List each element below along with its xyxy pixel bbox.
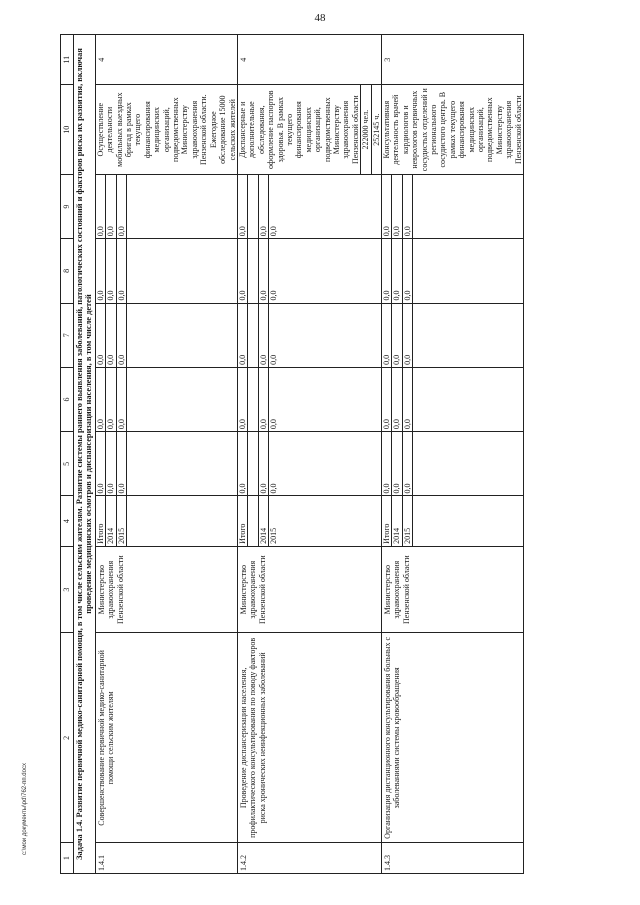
value: 0,0 xyxy=(96,304,106,367)
value-list xyxy=(96,304,137,367)
value-spacer xyxy=(127,175,137,238)
table-row xyxy=(95,35,237,874)
header-col-1: 1 xyxy=(61,843,74,874)
indicator-list xyxy=(96,85,237,173)
indicator-extra: 252145 ч. xyxy=(371,113,381,146)
measure-name: Совершенствование первичной медико-санитарной помощи сельским жителям xyxy=(95,633,237,843)
executor: Министерство здравоохранения Пензенской области xyxy=(382,546,524,633)
value: 0,0 xyxy=(392,239,402,302)
year-label: 2014 xyxy=(106,496,116,545)
value: 0,0 xyxy=(382,432,392,495)
indicator-text: Осуществление деятельности мобильных выездных бригад в рамках текущего финансирования медицинских организаций, подведомственных Министерству здравоохранения Пензенской области. Ежегодное обследование 15000 сельских жителей xyxy=(95,92,237,167)
indicator-cell xyxy=(95,85,237,174)
value: 0,0 xyxy=(116,304,126,367)
value: 0,0 xyxy=(402,304,412,367)
value-cell xyxy=(237,303,381,367)
value: 0,0 xyxy=(116,239,126,302)
years-list xyxy=(382,496,423,545)
years-spacer xyxy=(413,496,423,545)
years-cell xyxy=(237,496,381,546)
value-cell xyxy=(382,367,524,431)
value-spacer xyxy=(248,304,258,367)
value-list xyxy=(382,368,423,431)
value: 0,0 xyxy=(402,368,412,431)
header-row xyxy=(61,35,74,874)
value: 0,0 xyxy=(382,304,392,367)
value: 0,0 xyxy=(238,304,248,367)
value: 0,0 xyxy=(116,368,126,431)
value: 0,0 xyxy=(116,432,126,495)
value-cell xyxy=(237,174,381,238)
value-cell xyxy=(95,239,237,303)
indicator-text: Консультативная деятельность врачей кардиологов и неврологов первичных сосудистых отделений и регионального сосудистого центра. В рамках текущего финансирования медицинских организаций, подведомственных Министерству здравоохранения Пензенской области xyxy=(382,88,523,172)
task-row xyxy=(74,35,96,874)
value-list xyxy=(382,239,423,302)
value: 0,0 xyxy=(106,304,116,367)
value: 0,0 xyxy=(258,368,268,431)
value-cell xyxy=(237,367,381,431)
value: 0,0 xyxy=(238,175,248,238)
value-list xyxy=(96,368,137,431)
value-cell xyxy=(237,432,381,496)
years-list xyxy=(238,496,279,545)
executor: Министерство здравоохранения Пензенской области xyxy=(95,546,237,633)
value: 0,0 xyxy=(258,175,268,238)
value-list xyxy=(96,239,137,302)
value-spacer xyxy=(127,432,137,495)
col11-value: 4 xyxy=(237,35,381,85)
header-col-7: 7 xyxy=(61,303,74,367)
years-spacer xyxy=(248,496,258,545)
years-cell xyxy=(382,496,524,546)
value: 0,0 xyxy=(402,175,412,238)
value: 0,0 xyxy=(392,368,402,431)
value-list xyxy=(238,239,279,302)
value: 0,0 xyxy=(238,368,248,431)
value-spacer xyxy=(127,304,137,367)
value-spacer xyxy=(413,304,423,367)
value: 0,0 xyxy=(258,304,268,367)
years-list xyxy=(96,496,137,545)
value: 0,0 xyxy=(269,483,279,494)
col11-value: 4 xyxy=(95,35,237,85)
header-col-6: 6 xyxy=(61,367,74,431)
page-number: 48 xyxy=(314,12,326,24)
value-cell xyxy=(95,367,237,431)
measure-name: Организация дистанционного консультирования больных с заболеваниями системы кровообращения xyxy=(382,633,524,843)
header-col-9: 9 xyxy=(61,174,74,238)
year-label: Итого xyxy=(382,496,392,545)
value-cell xyxy=(237,239,381,303)
year-label: 2014 xyxy=(258,496,268,545)
value-spacer xyxy=(248,239,258,302)
value-spacer xyxy=(248,175,258,238)
value-cell xyxy=(95,432,237,496)
value-cell xyxy=(382,239,524,303)
value: 0,0 xyxy=(258,432,268,495)
years-spacer xyxy=(127,496,137,545)
value: 0,0 xyxy=(269,290,279,301)
value: 0,0 xyxy=(96,368,106,431)
row-number: 1.4.3 xyxy=(382,843,524,874)
indicator-cell xyxy=(237,85,381,174)
value: 0,0 xyxy=(238,432,248,495)
value-list xyxy=(96,175,137,238)
value: 0,0 xyxy=(116,175,126,238)
task-title: Задача 1.4. Развитие первичной медико-санитарной помощи, в том числе сельским жителям. Развитие системы раннего выявления заболеваний, патологических состояний и факторов риска их развития, включая проведение медицинских осмотров и диспансеризации населения, в том числе детей xyxy=(74,35,96,874)
value: 0,0 xyxy=(269,226,279,237)
rotated-table-wrapper xyxy=(60,34,586,874)
value: 0,0 xyxy=(258,239,268,302)
value: 0,0 xyxy=(382,175,392,238)
executor: Министерство здравоохранения Пензенской области xyxy=(237,546,381,633)
year-label: 2014 xyxy=(392,496,402,545)
header-col-10: 10 xyxy=(61,85,74,174)
value-spacer xyxy=(248,368,258,431)
years-cell xyxy=(95,496,237,546)
value-spacer xyxy=(127,368,137,431)
value-list xyxy=(382,175,423,238)
year-label: 2015 xyxy=(269,527,279,544)
value-spacer xyxy=(413,175,423,238)
header-col-11: 11 xyxy=(61,35,74,85)
value: 0,0 xyxy=(392,175,402,238)
value: 0,0 xyxy=(382,368,392,431)
value: 0,0 xyxy=(392,304,402,367)
value-list xyxy=(238,175,279,238)
value: 0,0 xyxy=(96,432,106,495)
header-col-4: 4 xyxy=(61,496,74,546)
header-col-2: 2 xyxy=(61,633,74,843)
header-col-5: 5 xyxy=(61,432,74,496)
year-label: 2015 xyxy=(116,496,126,545)
value-spacer xyxy=(413,239,423,302)
value: 0,0 xyxy=(106,432,116,495)
year-label: Итого xyxy=(238,496,248,545)
value: 0,0 xyxy=(238,239,248,302)
indicator-list xyxy=(382,85,523,173)
table-row xyxy=(237,35,381,874)
measure-name: Проведение диспансеризации населения, профилактического консультирования по поводу факторов риска хронических неинфекционных заболеваний xyxy=(237,633,381,843)
value: 0,0 xyxy=(106,175,116,238)
footer-file-path: c:\мои документы\pd\762-пп.docx xyxy=(22,763,28,855)
value-cell xyxy=(95,174,237,238)
value: 0,0 xyxy=(402,432,412,495)
value: 0,0 xyxy=(269,354,279,365)
row-number: 1.4.2 xyxy=(237,843,381,874)
value-list xyxy=(96,432,137,495)
value: 0,0 xyxy=(402,239,412,302)
indicator-cell xyxy=(382,85,524,174)
header-col-8: 8 xyxy=(61,239,74,303)
value-spacer xyxy=(127,239,137,302)
value-cell xyxy=(382,432,524,496)
value-list xyxy=(238,432,279,495)
value: 0,0 xyxy=(382,239,392,302)
table-row xyxy=(382,35,524,874)
value-cell xyxy=(382,174,524,238)
value: 0,0 xyxy=(106,368,116,431)
col11-value: 3 xyxy=(382,35,524,85)
value: 0,0 xyxy=(96,175,106,238)
value-cell xyxy=(382,303,524,367)
value: 0,0 xyxy=(392,432,402,495)
value-list xyxy=(382,432,423,495)
value-list xyxy=(238,368,279,431)
value-list xyxy=(238,304,279,367)
value: 0,0 xyxy=(106,239,116,302)
year-label: 2015 xyxy=(402,496,412,545)
value-spacer xyxy=(248,432,258,495)
indicator-list xyxy=(238,85,381,173)
value: 0,0 xyxy=(269,419,279,430)
row-number: 1.4.1 xyxy=(95,843,237,874)
value: 0,0 xyxy=(96,239,106,302)
program-table xyxy=(60,34,524,874)
indicator-extra: 222000 чел. xyxy=(361,85,371,173)
value-list xyxy=(382,304,423,367)
value-spacer xyxy=(413,368,423,431)
year-label: Итого xyxy=(96,496,106,545)
indicator-text: Диспансерные и дополнительные обследования, оформление паспортов здоровья. В рамках текущего финансирования медицинских организаций, подведомственных Министерству здравоохранения Пензенской области xyxy=(238,85,361,173)
header-col-3: 3 xyxy=(61,546,74,633)
value-cell xyxy=(95,303,237,367)
value-spacer xyxy=(413,432,423,495)
